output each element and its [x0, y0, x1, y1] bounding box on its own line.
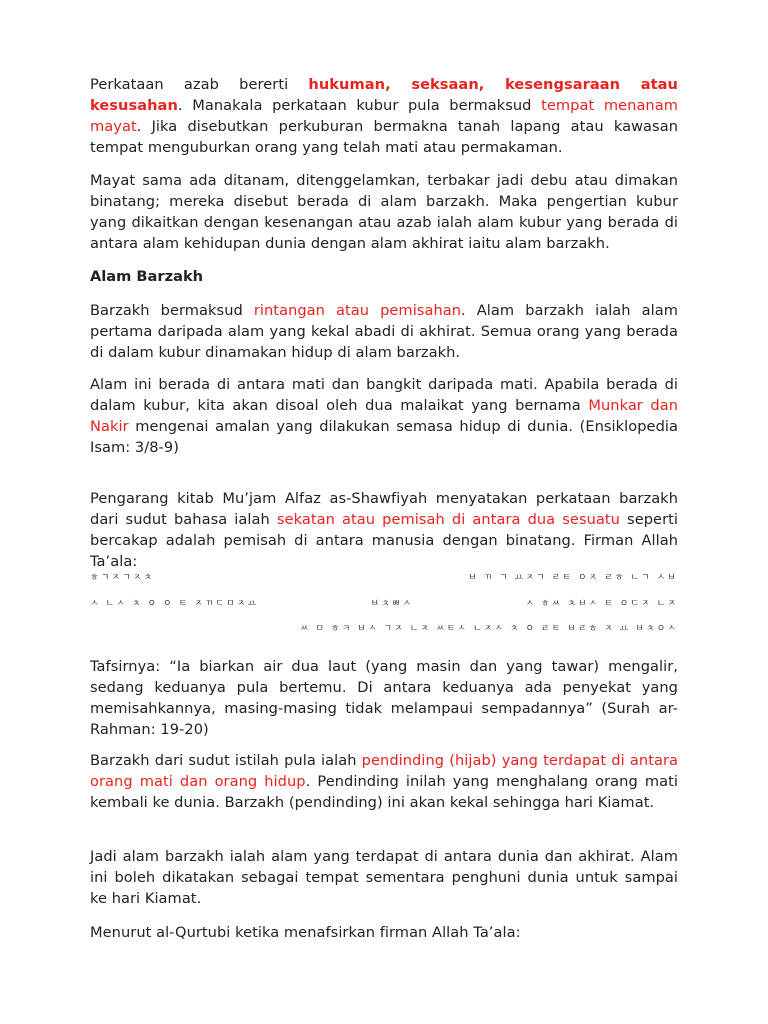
verse-line-2	[90, 596, 678, 612]
highlight-text: sekatan atau pemisah di antara dua sesuatu	[276, 511, 620, 528]
text: Barzakh dari sudut istilah pula ialah	[90, 752, 362, 769]
paragraph-qurtubi: Menurut al-Qurtubi ketika menafsirkan firman Allah Ta’ala:	[90, 924, 521, 941]
verse-fragment: ㅂㅊㅃㅅ	[370, 599, 414, 609]
paragraph-kesimpulan: Jadi alam barzakh ialah alam yang terdapat di antara dunia dan akhirat. Alam ini boleh dikatakan sebagai tempat sementara penghuni dunia untuk sampai ke hari Kiamat.	[90, 848, 678, 907]
highlight-text: pendinding (hijab) yang terdapat di antara orang mati dan orang hidup	[90, 752, 678, 790]
text: Barzakh bermaksud	[90, 302, 254, 319]
text: Perkataan azab bererti	[90, 76, 309, 93]
verse-fragment: ㅅ ㄴㅅ ㅊ ㅇ ㅇ ㅌ ㅈㄲㄷㅁㅈㅛ	[90, 599, 259, 609]
verse-fragment: ㅆ ㅁ ㅎㅋ ㅂㅅ ㄱㅈ ㄴㅈ ㅆㅌㅅ ㄴㅈㅅ ㅊ ㅇ ㄹㅌ ㅂㄹㅎ ㅈ ㅛ ㅂㅊㅇㅅ	[299, 624, 678, 634]
verse-fragment: ㅂ ㄲ ㄱ ㅛㅈㄱ ㄹㅌ ㅇㅈ ㄹㅎ ㄴㄱ ㅅㅂ	[468, 573, 678, 583]
text: . Alam barzakh ialah alam pertama daripada alam yang kekal abadi di akhirat. Semua orang yang berada di dalam kubur dinamakan hidup di alam barzakh.	[90, 302, 678, 361]
paragraph-tafsir: Tafsirnya: “Ia biarkan air dua laut (yang masin dan yang tawar) mengalir, sedang keduanya pula bertemu. Di antara keduanya ada penyekat yang memisahkannya, masing-masing tidak melampaui sempadannya” (Surah ar-Rahman: 19-20)	[90, 658, 678, 738]
highlight-text: Munkar dan Nakir	[90, 397, 679, 435]
paragraph-mayat: Mayat sama ada ditanam, ditenggelamkan, terbakar jadi debu atau dimakan binatang; mereka disebut berada di alam barzakh. Maka pengertian kubur yang dikaitkan dengan kesenangan atau azab ialah alam kubur yang berada di antara alam kehidupan dunia dengan alam akhirat iaitu alam barzakh.	[90, 172, 678, 252]
paragraph-mujam	[90, 488, 678, 572]
text: Alam ini berada di antara mati dan bangkit daripada mati. Apabila berada di dalam kubur, kita akan disoal oleh dua malaikat yang bernama	[90, 376, 678, 414]
text: . Jika disebutkan perkuburan bermakna tanah lapang atau kawasan tempat menguburkan orang yang telah mati atau permakaman.	[90, 118, 678, 156]
verse-fragment: ㅎㄱㅈㄱㅈㅊ	[90, 573, 155, 583]
text: seperti bercakap adalah pemisah di antara manusia dengan binatang. Firman Allah Ta’ala:	[90, 511, 679, 570]
paragraph-azab-kubur	[90, 74, 678, 158]
verse-line-3	[230, 621, 678, 637]
text: mengenai amalan yang dilakukan semasa hidup di dunia. (Ensiklopedia Isam: 3/8-9)	[90, 418, 678, 456]
verse-line-1	[90, 570, 678, 586]
paragraph-munkar-nakir	[90, 374, 678, 458]
text: Pengarang kitab Mu’jam Alfaz as-Shawfiyah menyatakan perkataan barzakh dari sudut bahasa ialah	[90, 490, 678, 528]
paragraph-barzakh-maksud	[90, 300, 678, 363]
highlight-text: hukuman, seksaan, kesengsaraan atau kesusahan	[90, 76, 678, 114]
highlight-text: rintangan atau pemisahan	[253, 302, 462, 319]
highlight-text: tempat menanam mayat	[90, 97, 678, 135]
text: . Manakala perkataan kubur pula bermaksud	[177, 97, 542, 114]
section-heading: Alam Barzakh	[90, 268, 204, 285]
paragraph-istilah	[90, 750, 678, 813]
verse-fragment: ㅅ ㅎㅆ ㅊㅂㅅ ㅌ ㅇㄷㅈ ㄴㅈ	[525, 599, 678, 609]
text: . Pendinding inilah yang menghalang orang mati kembali ke dunia. Barzakh (pendinding) ini akan kekal sehingga hari Kiamat.	[90, 773, 678, 811]
